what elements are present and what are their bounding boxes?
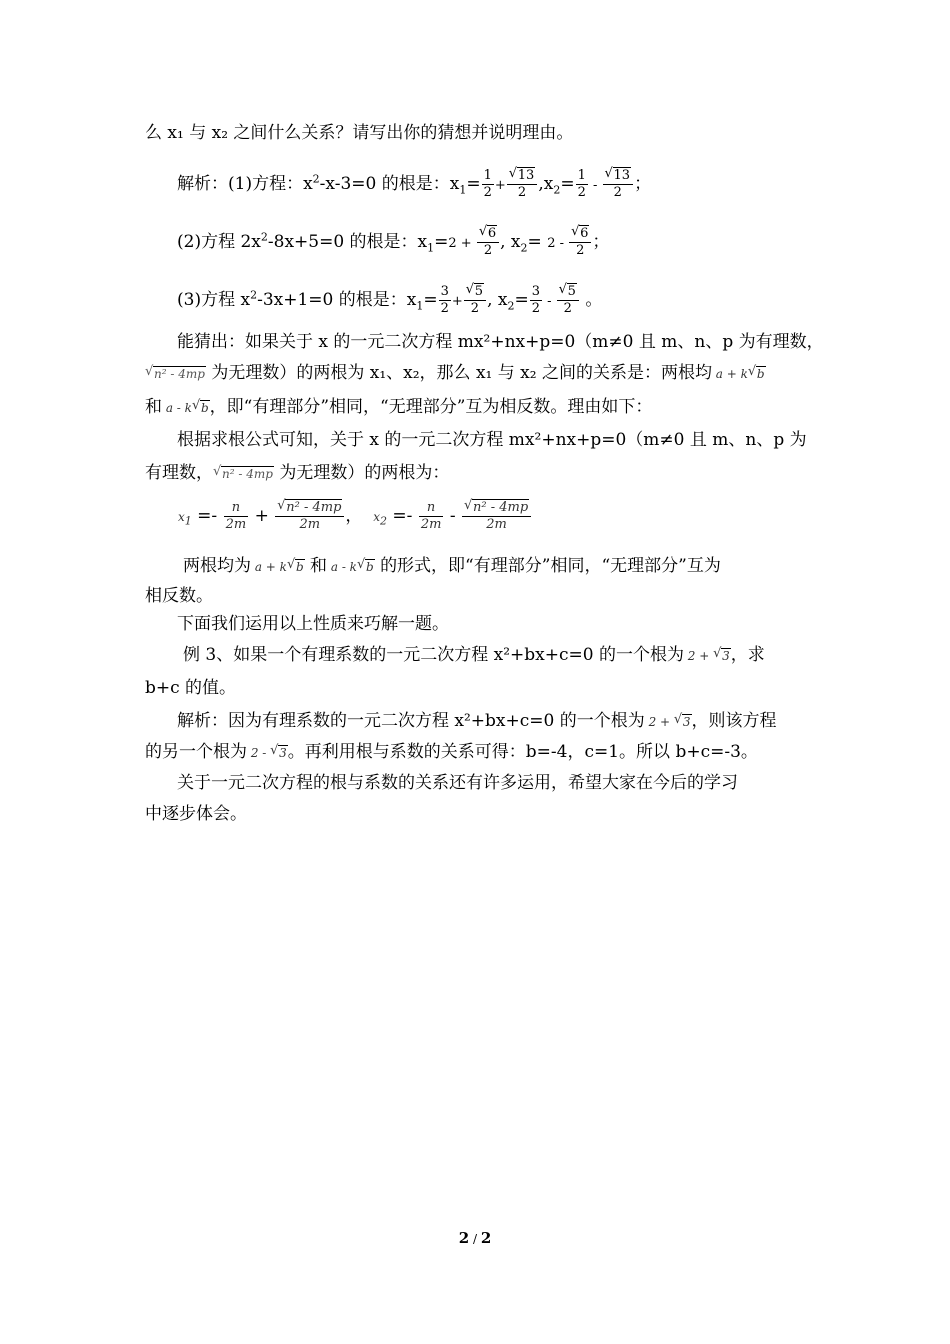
closing-line-2: 中逐步体会。: [145, 804, 247, 824]
solution-line-2: (2)方程 $2x^2-8x+5=0$ 的根是：$x_1=2$ + √ $\frac{6}{2}$ , $x_2= 2$ - √ $\frac{6}{2}$ ；: [177, 226, 609, 259]
conjecture-line-3: 和 a - k√ b，即“有理部分”相同，“无理部分”互为相反数。理由如下：: [145, 396, 652, 419]
page-number: 2 / 2: [458, 1229, 492, 1247]
root-formula: $x_1$ =- $\frac{n}{2m}$ + √ $\frac{\text{n² - 4mp}}{2m}$ ， $x_2$ =- $\frac{n}{2m}$ - √ $\frac{\text{n² - 4mp}}{2m}$: [178, 500, 532, 533]
solution-line-3: (3)方程 $x^2-3x+1=0$ 的根是：$x_1=$ $\frac{3}{2}$ + √ $\frac{5}{2}$ , $x_2=$ $\frac{3}{2}$ - √ $\frac{5}{2}$ 。: [177, 284, 602, 317]
form-line-2: 相反数。: [145, 586, 213, 606]
solution-line-1: 解析：(1)方程：$x^2-x-3=0$ 的根是：$x_1=$ $\frac{1}{2}$ + √ $\frac{13}{2}$ $,x_2=$ $\frac{1}{2}$ - √ $\frac{13}{2}$ ；: [177, 168, 651, 201]
example-line-1: 例 3、如果一个有理系数的一元二次方程 x²+bx+c=0 的一个根为 2 + √ 3，求: [183, 644, 765, 667]
example-solution-2: 的另一个根为 2 - √ 3。再利用根与系数的关系可得：b=-4，c=1。所以 b+c=-3。: [145, 741, 758, 764]
closing-line-1: 关于一元二次方程的根与系数的关系还有许多运用，希望大家在今后的学习: [177, 773, 738, 793]
reason-line-1: 根据求根公式可知，关于 x 的一元二次方程 mx²+nx+p=0（m≠0 且 m、n、p 为: [177, 430, 807, 450]
form-line-1: 两根均为 a + k√ b 和 a - k√ b 的形式，即“有理部分”相同，“无理部分”互为: [183, 555, 721, 578]
conjecture-line-2: √ n² - 4mp 为无理数）的两根为 x₁、x₂，那么 x₁ 与 x₂ 之间的关系是：两根均 a + k√ b: [145, 362, 766, 385]
example-solution-1: 解析：因为有理系数的一元二次方程 x²+bx+c=0 的一个根为 2 + √ 3，则该方程: [177, 710, 777, 733]
example-line-2: b+c 的值。: [145, 678, 237, 698]
conjecture-line: 能猜出：如果关于 x 的一元二次方程 mx²+nx+p=0（m≠0 且 m、n、p 为有理数，: [177, 332, 824, 352]
paragraph-line: 么 x₁ 与 x₂ 之间什么关系？请写出你的猜想并说明理由。: [145, 123, 574, 143]
reason-line-2: 有理数，√ n² - 4mp 为无理数）的两根为：: [145, 462, 449, 485]
transition-line: 下面我们运用以上性质来巧解一题。: [177, 614, 449, 634]
